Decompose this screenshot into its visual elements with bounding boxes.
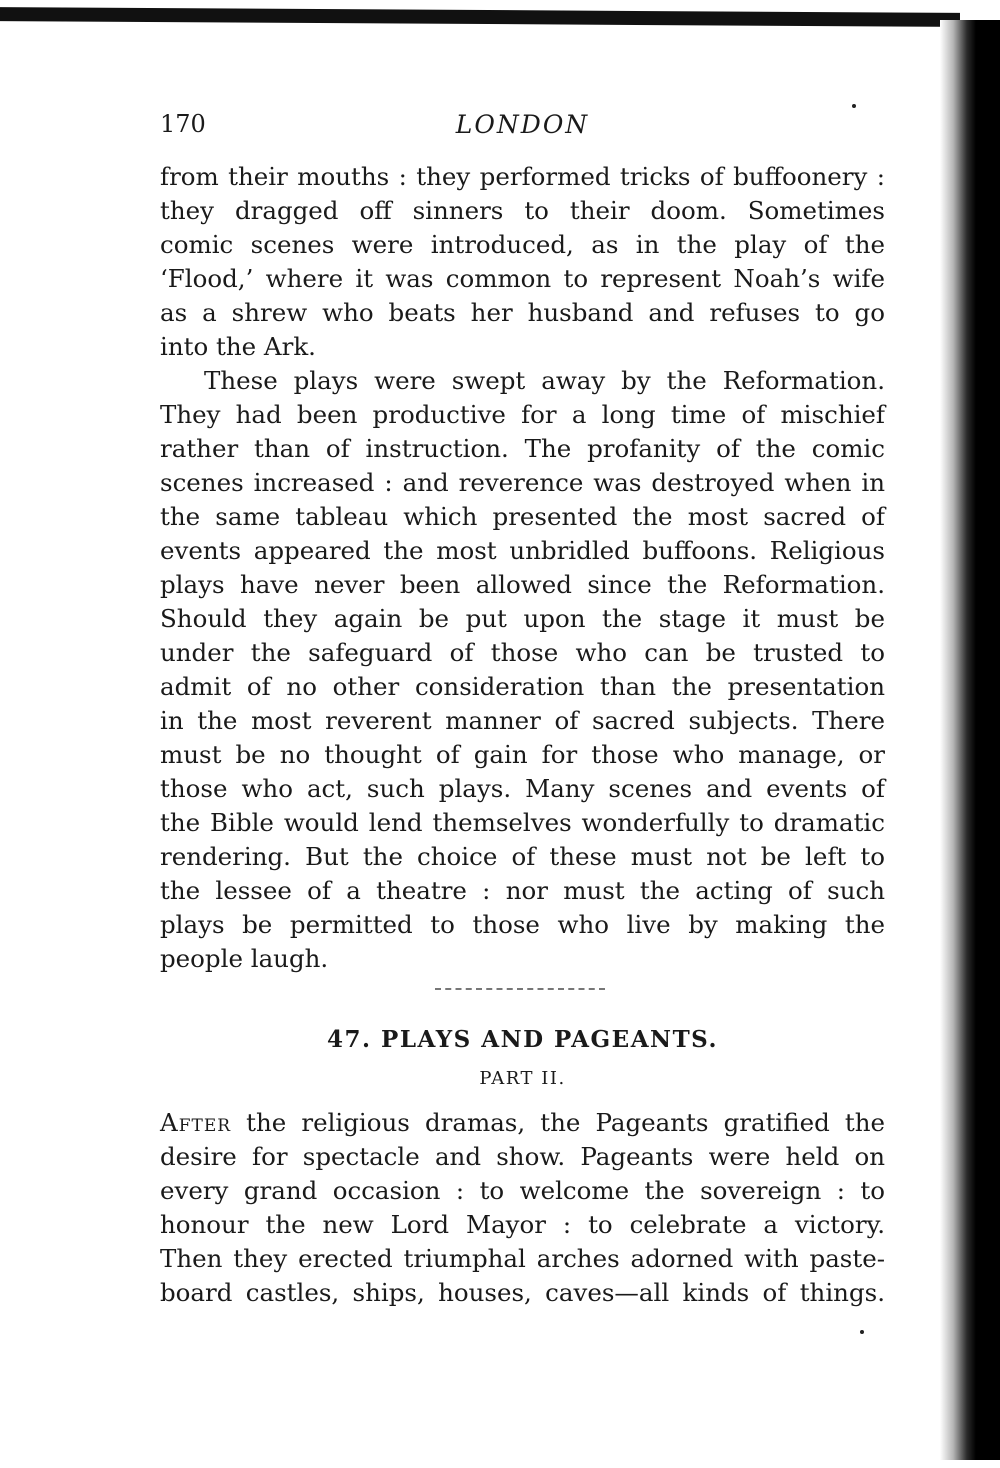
ink-speck bbox=[852, 104, 856, 108]
section-divider bbox=[435, 988, 605, 992]
lead-word: After bbox=[160, 1108, 232, 1137]
text-line: admit of no other consideration than the presentation bbox=[160, 672, 885, 701]
text-line: the lessee of a theatre : nor must the acting of such bbox=[160, 876, 885, 905]
text-line: board castles, ships, houses, caves—all kinds of things. bbox=[160, 1278, 885, 1307]
text-line: comic scenes were introduced, as in the play of the bbox=[160, 230, 885, 259]
text-line-rest: the religious dramas, the Pageants gratified the bbox=[231, 1108, 885, 1137]
book-spine-shadow bbox=[940, 20, 1000, 1460]
section-subtitle: PART II. bbox=[479, 1068, 566, 1089]
text-line: plays be permitted to those who live by making the bbox=[160, 910, 885, 939]
paragraph bbox=[160, 160, 885, 364]
running-head: LONDON bbox=[455, 110, 590, 139]
body-text bbox=[160, 160, 885, 976]
text-line: into the Ark. bbox=[160, 332, 316, 361]
text-line: people laugh. bbox=[160, 944, 329, 973]
top-border-rule bbox=[0, 7, 960, 27]
paragraph bbox=[160, 364, 885, 976]
text-line: as a shrew who beats her husband and refuses to go bbox=[160, 298, 885, 327]
text-line: These plays were swept away by the Reformation. bbox=[204, 366, 885, 395]
text-line: under the safeguard of those who can be trusted to bbox=[160, 638, 885, 667]
section-title: 47. PLAYS AND PAGEANTS. bbox=[327, 1026, 718, 1053]
text-line: honour the new Lord Mayor : to celebrate a victory. bbox=[160, 1210, 885, 1239]
body-text-section bbox=[160, 1106, 885, 1310]
text-line bbox=[160, 1106, 885, 1140]
text-line: in the most reverent manner of sacred subjects. There bbox=[160, 706, 885, 735]
text-line: the same tableau which presented the most sacred of bbox=[160, 502, 885, 531]
text-line: from their mouths : they performed tricks of buffoonery : bbox=[160, 162, 885, 191]
text-line: those who act, such plays. Many scenes and events of bbox=[160, 774, 885, 803]
text-line: They had been productive for a long time of mischief bbox=[160, 400, 885, 429]
text-line: rendering. But the choice of these must not be left to bbox=[160, 842, 885, 871]
text-line: plays have never been allowed since the Reformation. bbox=[160, 570, 885, 599]
page-number: 170 bbox=[160, 110, 206, 138]
page-header bbox=[160, 110, 885, 146]
text-line: Then they erected triumphal arches adorned with paste- bbox=[160, 1244, 885, 1273]
text-line: events appeared the most unbridled buffoons. Religious bbox=[160, 536, 885, 565]
text-line: the Bible would lend themselves wonderfully to dramatic bbox=[160, 808, 885, 837]
text-line: ‘Flood,’ where it was common to represent Noah’s wife bbox=[160, 264, 885, 293]
text-line: must be no thought of gain for those who manage, or bbox=[160, 740, 885, 769]
text-line: desire for spectacle and show. Pageants were held on bbox=[160, 1142, 885, 1171]
text-line: they dragged off sinners to their doom. Sometimes bbox=[160, 196, 885, 225]
text-line: Should they again be put upon the stage it must be bbox=[160, 604, 885, 633]
text-line: every grand occasion : to welcome the sovereign : to bbox=[160, 1176, 885, 1205]
ink-speck bbox=[860, 1330, 864, 1334]
text-line: rather than of instruction. The profanity of the comic bbox=[160, 434, 885, 463]
text-line: scenes increased : and reverence was destroyed when in bbox=[160, 468, 885, 497]
